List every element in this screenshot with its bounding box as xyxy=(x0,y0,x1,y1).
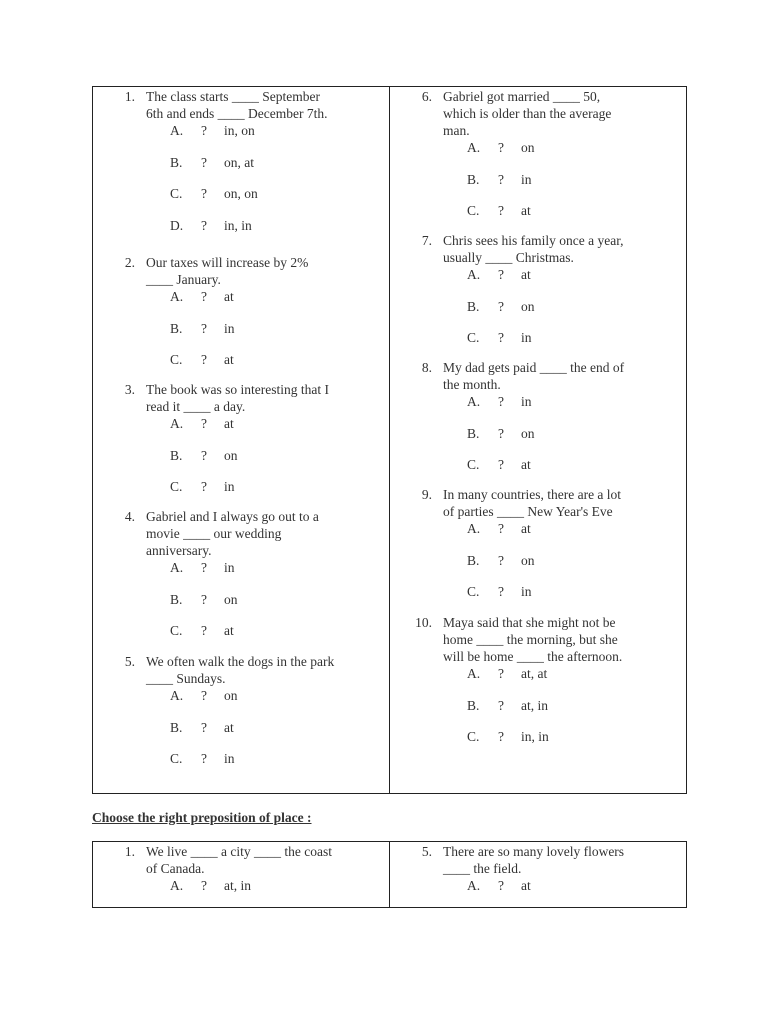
question-number: 2. xyxy=(124,255,135,270)
question-text-line: usually ____ Christmas. xyxy=(443,250,574,265)
exercise-table-time xyxy=(92,86,687,794)
question-text-line: read it ____ a day. xyxy=(146,399,246,414)
option-letter: C. xyxy=(170,623,183,638)
column-right xyxy=(390,87,686,793)
option-letter: A. xyxy=(467,267,481,282)
question-text-line: home ____ the morning, but she xyxy=(443,632,618,647)
option-value: at xyxy=(224,719,234,735)
option-value: at, in xyxy=(224,878,251,893)
option-letter: C. xyxy=(467,330,480,345)
option-marker: ? xyxy=(498,267,504,282)
option-letter: A. xyxy=(170,123,184,138)
question-text-line: Maya said that she might not be xyxy=(443,615,616,630)
option-letter: C. xyxy=(467,457,480,472)
option-value: at, in xyxy=(521,697,548,713)
option-value: in xyxy=(224,751,235,766)
question-number: 8. xyxy=(421,360,432,375)
option-marker: ? xyxy=(498,697,504,713)
option-value: at xyxy=(521,878,531,893)
option-marker: ? xyxy=(498,584,504,599)
option-value: in xyxy=(224,560,235,575)
option-value: on, at xyxy=(224,154,254,170)
question-text-line: Chris sees his family once a year, xyxy=(443,233,624,248)
question-text-line: We often walk the dogs in the park xyxy=(146,654,335,669)
question-number: 3. xyxy=(124,382,135,397)
option-letter: C. xyxy=(170,186,183,201)
option-marker: ? xyxy=(201,878,207,893)
option-marker: ? xyxy=(498,521,504,536)
option-marker: ? xyxy=(498,298,504,314)
option-letter: C. xyxy=(170,352,183,367)
option-value: in xyxy=(521,330,532,345)
option-value: in, in xyxy=(521,729,549,744)
option-letter: A. xyxy=(467,878,481,893)
option-letter: A. xyxy=(467,140,481,155)
option-letter: C. xyxy=(170,751,183,766)
column-right xyxy=(390,842,686,907)
option-letter: D. xyxy=(170,217,184,233)
option-marker: ? xyxy=(201,447,207,463)
question-number: 5. xyxy=(421,844,432,859)
option-value: at xyxy=(521,457,531,472)
option-letter: A. xyxy=(467,666,481,681)
option-value: on xyxy=(521,140,535,155)
question-text-line: The class starts ____ September xyxy=(146,89,320,104)
option-letter: C. xyxy=(467,729,480,744)
option-letter: C. xyxy=(170,479,183,494)
option-value: in xyxy=(521,171,532,187)
option-letter: A. xyxy=(170,560,184,575)
question-text-line: the month. xyxy=(443,377,501,392)
question-text-line: man. xyxy=(443,123,470,138)
question-text-line: Gabriel and I always go out to a xyxy=(146,509,319,524)
question-text-line: The book was so interesting that I xyxy=(146,382,329,397)
option-marker: ? xyxy=(498,552,504,568)
option-value: at xyxy=(224,416,234,431)
question-text-line: In many countries, there are a lot xyxy=(443,487,622,502)
option-value: in, on xyxy=(224,123,255,138)
option-value: at xyxy=(224,352,234,367)
option-value: at xyxy=(224,623,234,638)
question-number: 1. xyxy=(124,844,135,859)
option-letter: A. xyxy=(467,394,481,409)
option-value: on, on xyxy=(224,186,258,201)
option-value: on xyxy=(224,447,238,463)
question-text-line: My dad gets paid ____ the end of xyxy=(443,360,625,375)
option-marker: ? xyxy=(498,666,504,681)
option-letter: B. xyxy=(467,697,480,713)
option-marker: ? xyxy=(201,154,207,170)
option-marker: ? xyxy=(498,171,504,187)
option-marker: ? xyxy=(201,123,207,138)
option-marker: ? xyxy=(201,623,207,638)
option-letter: A. xyxy=(170,688,184,703)
option-marker: ? xyxy=(201,352,207,367)
question-text-line: We live ____ a city ____ the coast xyxy=(146,844,332,859)
option-marker: ? xyxy=(498,394,504,409)
option-marker: ? xyxy=(201,289,207,304)
option-marker: ? xyxy=(498,330,504,345)
exercise-table-place xyxy=(92,841,687,908)
question-number: 9. xyxy=(421,487,432,502)
option-marker: ? xyxy=(201,416,207,431)
question-number: 5. xyxy=(124,654,135,669)
column-left xyxy=(93,842,390,907)
question-number: 1. xyxy=(124,89,135,104)
question-text-line: which is older than the average xyxy=(443,106,612,121)
question-text-line: ____ Sundays. xyxy=(146,671,226,686)
question-text-line: will be home ____ the afternoon. xyxy=(443,649,623,664)
option-value: on xyxy=(521,425,535,441)
option-letter: B. xyxy=(467,425,480,441)
option-value: on xyxy=(224,688,238,703)
option-letter: A. xyxy=(467,521,481,536)
question-text-line: anniversary. xyxy=(146,543,212,558)
option-value: on xyxy=(224,591,238,607)
option-marker: ? xyxy=(498,878,504,893)
option-letter: B. xyxy=(467,171,480,187)
option-letter: A. xyxy=(170,289,184,304)
option-letter: B. xyxy=(170,591,183,607)
question-text-line: Our taxes will increase by 2% xyxy=(146,255,309,270)
option-value: on xyxy=(521,552,535,568)
option-marker: ? xyxy=(498,457,504,472)
option-marker: ? xyxy=(201,320,207,336)
option-marker: ? xyxy=(201,591,207,607)
option-marker: ? xyxy=(201,751,207,766)
question-text-line: of parties ____ New Year's Eve xyxy=(443,504,613,519)
option-marker: ? xyxy=(201,560,207,575)
question-number: 4. xyxy=(124,509,135,524)
question-text-line: ____ January. xyxy=(146,272,221,287)
option-marker: ? xyxy=(498,425,504,441)
option-marker: ? xyxy=(201,719,207,735)
question-number: 10. xyxy=(415,615,432,630)
option-letter: B. xyxy=(170,154,183,170)
option-marker: ? xyxy=(201,186,207,201)
option-marker: ? xyxy=(498,729,504,744)
option-letter: A. xyxy=(170,416,184,431)
option-value: at xyxy=(521,267,531,282)
option-marker: ? xyxy=(498,140,504,155)
option-value: at xyxy=(521,203,531,218)
question-number: 7. xyxy=(421,233,432,248)
question-text-line: movie ____ our wedding xyxy=(146,526,282,541)
option-letter: B. xyxy=(467,298,480,314)
question-number: 6. xyxy=(421,89,432,104)
option-letter: B. xyxy=(170,719,183,735)
column-left xyxy=(93,87,390,793)
option-value: in xyxy=(224,320,235,336)
question-text-line: 6th and ends ____ December 7th. xyxy=(146,106,328,121)
question-text-line: Gabriel got married ____ 50, xyxy=(443,89,601,104)
question-text-line: There are so many lovely flowers xyxy=(443,844,625,859)
question-text-line: of Canada. xyxy=(146,861,205,876)
section-heading-place: Choose the right preposition of place : xyxy=(92,810,312,825)
option-letter: A. xyxy=(170,878,184,893)
option-marker: ? xyxy=(498,203,504,218)
option-letter: B. xyxy=(170,320,183,336)
option-value: on xyxy=(521,298,535,314)
option-letter: B. xyxy=(467,552,480,568)
option-value: at xyxy=(224,289,234,304)
option-letter: B. xyxy=(170,447,183,463)
option-value: in xyxy=(521,394,532,409)
option-value: in xyxy=(521,584,532,599)
option-value: in, in xyxy=(224,217,252,233)
option-value: in xyxy=(224,479,235,494)
option-letter: C. xyxy=(467,203,480,218)
option-value: at xyxy=(521,521,531,536)
option-value: at, at xyxy=(521,666,548,681)
option-marker: ? xyxy=(201,688,207,703)
question-text-line: ____ the field. xyxy=(443,861,522,876)
option-marker: ? xyxy=(201,217,207,233)
option-marker: ? xyxy=(201,479,207,494)
option-letter: C. xyxy=(467,584,480,599)
